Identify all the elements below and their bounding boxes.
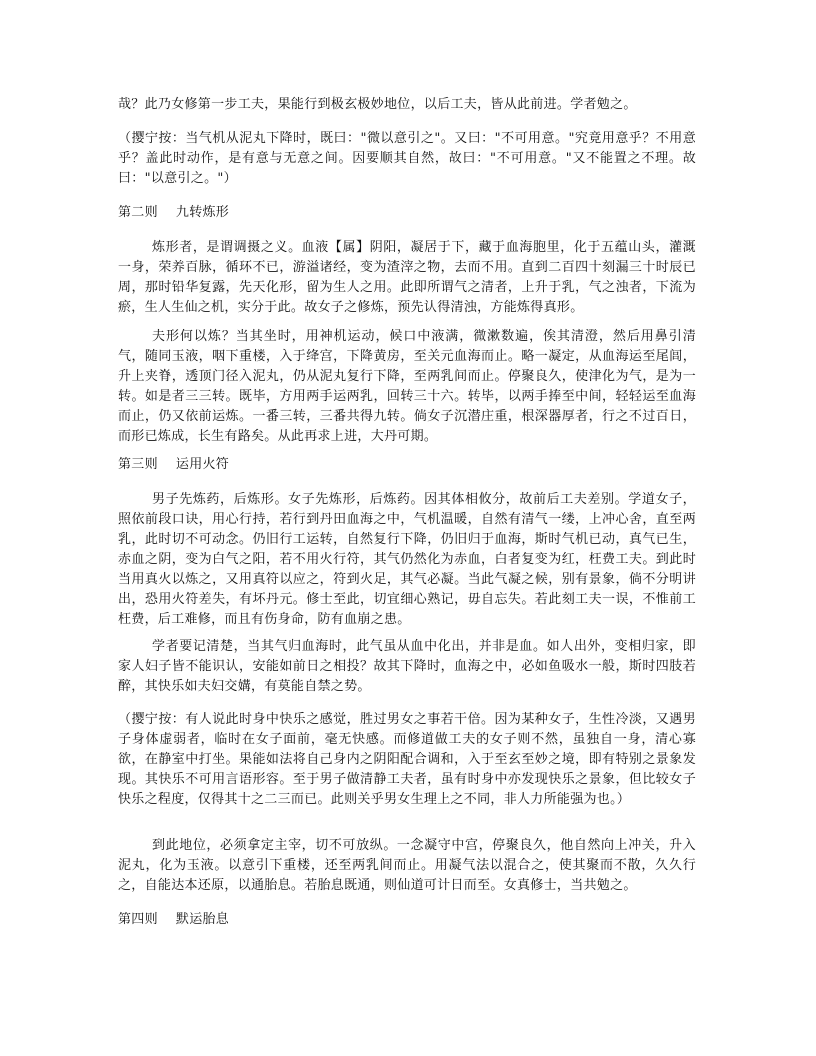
- section-heading-4: [118, 910, 696, 930]
- section-title: 九转炼形: [175, 205, 230, 220]
- paragraph-huofu-1: 男子先炼药，后炼形。女子先炼形，后炼药。因其体相攸分，故前后工夫差别。学道女子，照依前段口诀，用心行持，若行到丹田血海之中，气机温暖，自然有清气一缕，上冲心舍，直至两乳，此时切不可动念。仍旧行工运转，自然复行下降，仍旧归于血海，斯时气机已动，真气已生，赤血之阴，变为白气之阳，若不用火行符，其气仍然化为赤血，白者复变为红，枉费工夫。到此时当用真火以炼之，又用真符以应之，符到火足，其气必凝。当此气凝之候，别有景象，倘不分明讲出，恐用火符差失，有坏丹元。修士至此，切宜细心熟记，毋自忘失。若此刻工夫一误，不惟前工枉费，后工难修，而且有伤身命，防有血崩之患。: [118, 492, 696, 627]
- section-title: 运用火符: [175, 457, 230, 472]
- annotation-note-1: （撄宁按：当气机从泥丸下降时，既曰："微以意引之"。又曰："不可用意。"究竟用意乎？不用意乎？盖此时动作，是有意与无意之间。因要顺其自然，故曰："不可用意。"又不能置之不理。故曰："以意引之。"）: [118, 131, 696, 186]
- section-title: 默运胎息: [175, 912, 230, 927]
- section-number: 第四则: [118, 912, 158, 927]
- section-heading-3: [118, 455, 696, 475]
- paragraph-lianxing-1: 炼形者，是谓调摄之义。血液【属】阴阳，凝居于下，藏于血海胞里，化于五蕴山头，灌溉一身，荣养百脉，循环不已，游溢诸经，变为渣滓之物，去而不用。直到二百四十刻漏三十时辰已周，那时铅华复露，先天化形，留为生人之用。此即所谓气之清者，上升于乳，气之浊者，下流为瘀，生人生仙之机，实分于此。故女子之修炼，预先认得清浊，方能炼得真形。: [118, 240, 696, 315]
- section-heading-2: [118, 203, 696, 223]
- annotation-note-2: （撄宁按：有人说此时身中快乐之感觉，胜过男女之事若干倍。因为某种女子，生性冷淡，又遇男子身体虚弱者，临时在女子面前，毫无快感。而修道做工夫的女子则不然，虽独自一身，清心寡欲，在静室中打坐。果能如法将自己身内之阴阳配合调和，入于至玄至妙之境，即有特别之景象发现。其快乐不可用言语形容。至于男子做清静工夫者，虽有时身中亦发现快乐之景象，但比较女子快乐之程度，仅得其十之二三而已。此则关乎男女生理上之不同，非人力所能强为也。）: [118, 712, 696, 807]
- paragraph-lianxing-2: 夫形何以炼？当其坐时，用神机运动，候口中液满，微漱数遍，俟其清澄，然后用鼻引清气，随同玉液，咽下重楼，入于绛宫，下降黄房，至关元血海而止。略一凝定，从血海运至尾闾，升上夹脊，透顶门径入泥丸，仍从泥丸复行下降，至两乳间而止。停聚良久，使津化为气，是为一转。如是者三三转。既毕，方用两手运两乳，回转三十六。转毕，以两手捧至中间，轻轻运至血海而止，仍又依前运炼。一番三转，三番共得九转。倘女子沉潜庄重，根深器厚者，行之不过百日，而形已炼成，长生有路矣。从此再求上进，大丹可期。: [118, 329, 696, 444]
- section-number: 第三则: [118, 457, 158, 472]
- paragraph-huofu-3: 到此地位，必须拿定主宰，切不可放纵。一念凝守中宫，停聚良久，他自然向上冲关，升入泥丸，化为玉液。以意引下重楼，还至两乳间而止。用凝气法以混合之，使其聚而不散，久久行之，自能达本还原，以通胎息。若胎息既通，则仙道可计日而至。女真修士，当共勉之。: [118, 838, 696, 893]
- section-number: 第二则: [118, 205, 158, 220]
- paragraph-huofu-2: 学者要记清楚，当其气归血海时，此气虽从血中化出，并非是血。如人出外，变相归家，即家人妇子皆不能识认，安能如前日之相投？故其下降时，血海之中，必如鱼吸水一般，斯时四肢若醉，其快乐如夫妇交媾，有莫能自禁之势。: [118, 639, 696, 694]
- paragraph-intro: 哉？此乃女修第一步工夫，果能行到极玄极妙地位，以后工夫，皆从此前进。学者勉之。: [118, 97, 637, 112]
